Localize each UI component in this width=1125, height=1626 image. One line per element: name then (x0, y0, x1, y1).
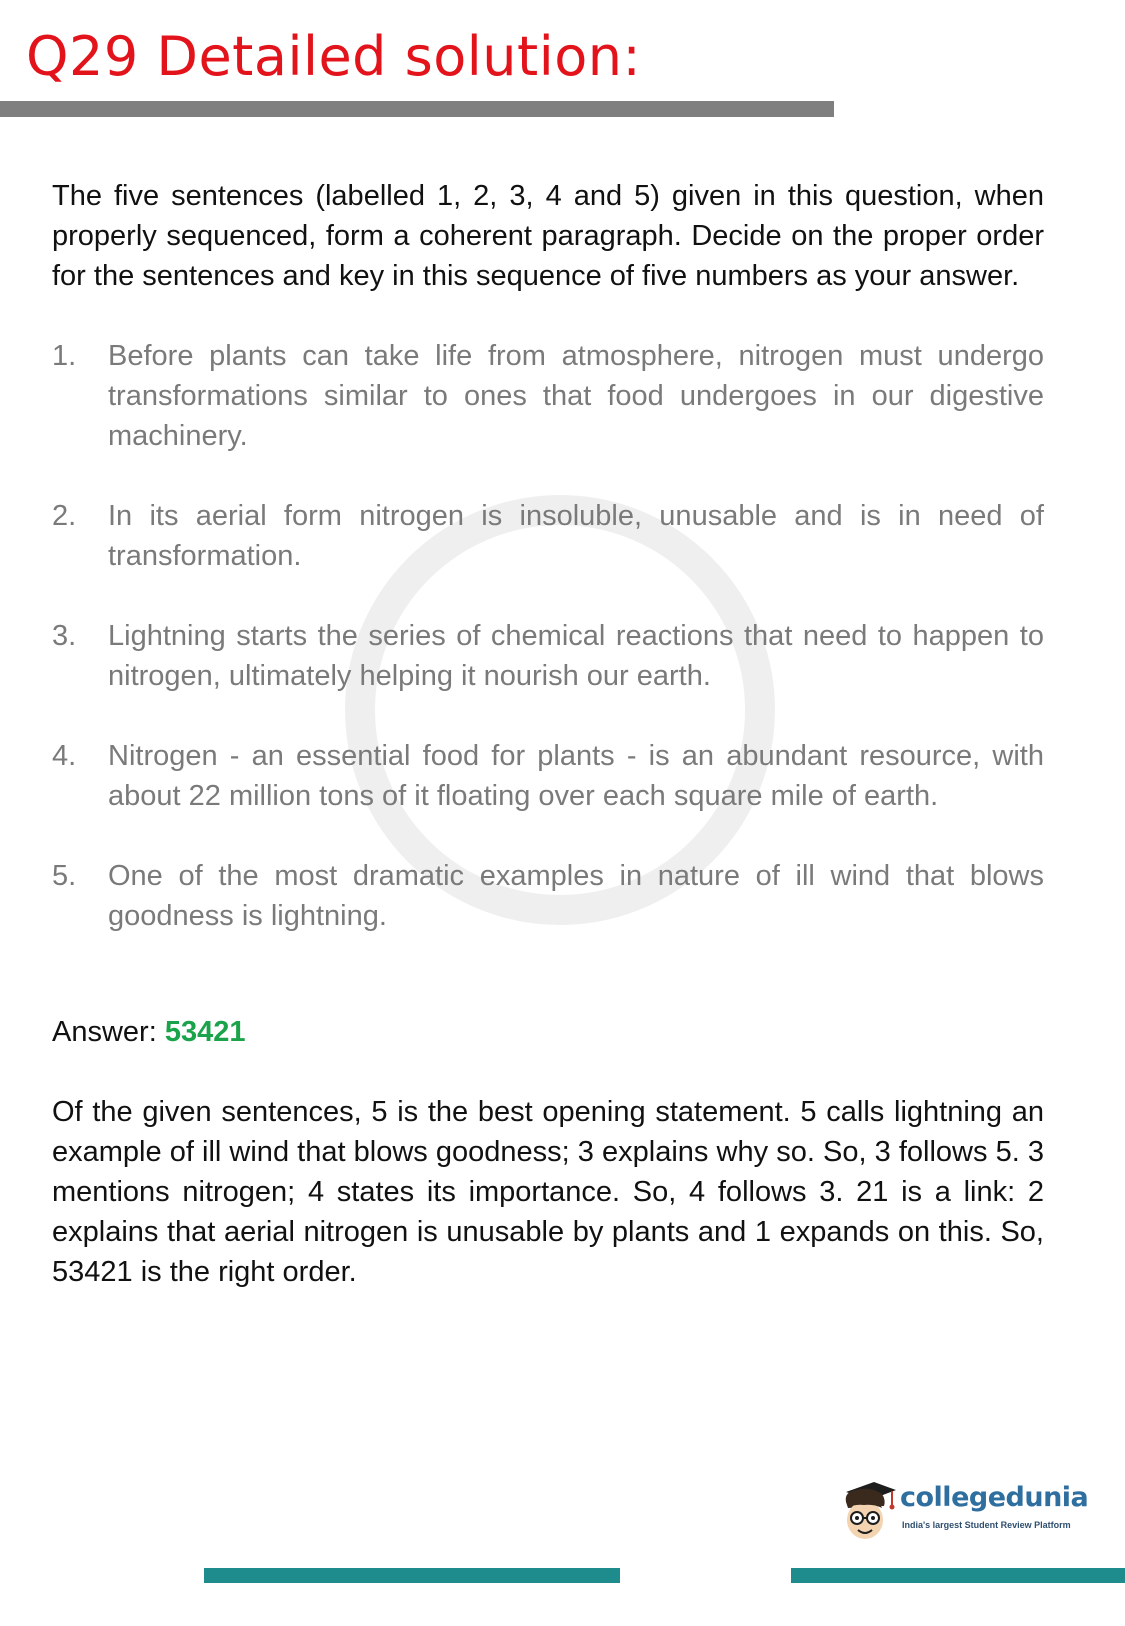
sentence-number: 4. (52, 740, 77, 772)
sentence-item (52, 616, 1044, 696)
footer-accent-bar-right (791, 1568, 1125, 1583)
sentence-number: 1. (52, 340, 77, 372)
sentence-number: 3. (52, 620, 77, 652)
footer-accent-bar-left (204, 1568, 620, 1583)
sentence-item (52, 856, 1044, 936)
sentence-text: One of the most dramatic examples in nature of ill wind that blows goodness is lightning. (108, 860, 1044, 932)
sentence-text: Nitrogen - an essential food for plants - is an abundant resource, with about 22 million tons of it floating over each square mile of earth. (108, 740, 1044, 812)
sentence-text: Before plants can take life from atmosphere, nitrogen must undergo transformations similar to ones that food undergoes in our digestive machinery. (108, 340, 1044, 452)
page-title: Q29 Detailed solution: (26, 25, 642, 88)
answer-explanation: Of the given sentences, 5 is the best opening statement. 5 calls lightning an example of ill wind that blows goodness; 3 explains why so. So, 3 follows 5. 3 mentions nitrogen; 4 states its importance. So, 4 follows 3. 21 is a link: 2 explains that aerial nitrogen is unusable by plants and 1 expands on this. So, 53421 is the right order. (52, 1096, 1044, 1288)
title-underline-bar (0, 101, 834, 117)
sentence-item (52, 336, 1044, 456)
solution-content (52, 176, 1044, 1292)
sentence-list (52, 336, 1044, 936)
sentence-item (52, 496, 1044, 576)
answer-value: 53421 (164, 1016, 246, 1048)
sentence-item (52, 736, 1044, 816)
answer-line (52, 1012, 1044, 1052)
question-intro: The five sentences (labelled 1, 2, 3, 4 and 5) given in this question, when properly sequenced, form a coherent paragraph. Decide on the proper order for the sentences and key in this sequence of five numbers as your answer. (52, 180, 1044, 292)
answer-label: Answer: (52, 1016, 165, 1048)
sentence-text: In its aerial form nitrogen is insoluble, unusable and is in need of transformation. (108, 500, 1044, 572)
student-mascot-icon (840, 1478, 898, 1544)
collegedunia-logo (840, 1478, 1089, 1548)
sentence-number: 5. (52, 860, 77, 892)
sentence-number: 2. (52, 500, 77, 532)
logo-tagline: India's largest Student Review Platform (902, 1520, 1071, 1530)
sentence-text: Lightning starts the series of chemical reactions that need to happen to nitrogen, ultimately helping it nourish our earth. (108, 620, 1044, 692)
logo-brand: collegedunia (900, 1482, 1089, 1513)
